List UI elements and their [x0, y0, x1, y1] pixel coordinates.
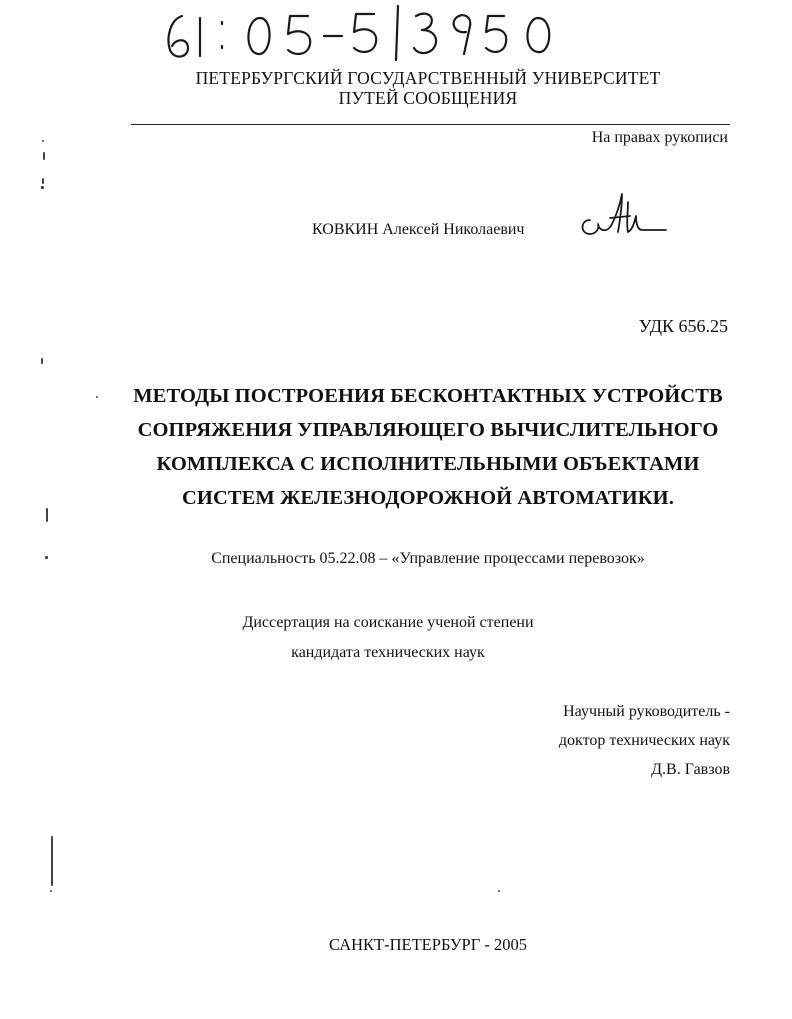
degree-line-2: кандидата технических наук: [291, 644, 485, 661]
scan-speck: [96, 396, 98, 398]
title-line: КОМПЛЕКСА С ИСПОЛНИТЕЛЬНЫМИ ОБЪЕКТАМИ: [156, 453, 700, 475]
scan-speck: [498, 890, 500, 892]
udk-code: УДК 656.25: [638, 316, 728, 336]
title-line: СИСТЕМ ЖЕЛЕЗНОДОРОЖНОЙ АВТОМАТИКИ.: [182, 487, 674, 509]
title-line: СОПРЯЖЕНИЯ УПРАВЛЯЮЩЕГО ВЫЧИСЛИТЕЛЬНОГО: [137, 419, 719, 441]
title-line: МЕТОДЫ ПОСТРОЕНИЯ БЕСКОНТАКТНЫХ УСТРОЙСТВ: [133, 385, 723, 407]
supervisor-role: Научный руководитель -: [563, 703, 730, 720]
author-name: КОВКИН Алексей Николаевич: [312, 221, 525, 238]
handwritten-code-stamp: [160, 2, 580, 66]
supervisor-block: [559, 697, 730, 784]
degree-statement: [160, 608, 616, 668]
university-line-2: ПУТЕЙ СООБЩЕНИЯ: [338, 88, 518, 108]
scan-artifacts: [30, 130, 60, 910]
city-year: САНКТ-ПЕТЕРБУРГ - 2005: [329, 935, 527, 954]
rights-note: На правах рукописи: [591, 129, 728, 146]
supervisor-degree: доктор технических наук: [558, 732, 730, 749]
degree-line-1: Диссертация на соискание ученой степени: [242, 614, 534, 631]
specialty-line: Специальность 05.22.08 – «Управление процессами перевозок»: [211, 550, 645, 567]
header-divider: [131, 124, 730, 125]
author-signature: [576, 186, 672, 246]
university-name: [130, 68, 726, 108]
dissertation-title: [100, 379, 756, 515]
supervisor-name: Д.В. Гавзов: [651, 761, 730, 778]
university-line-1: ПЕТЕРБУРГСКИЙ ГОСУДАРСТВЕННЫЙ УНИВЕРСИТЕТ: [195, 68, 661, 88]
